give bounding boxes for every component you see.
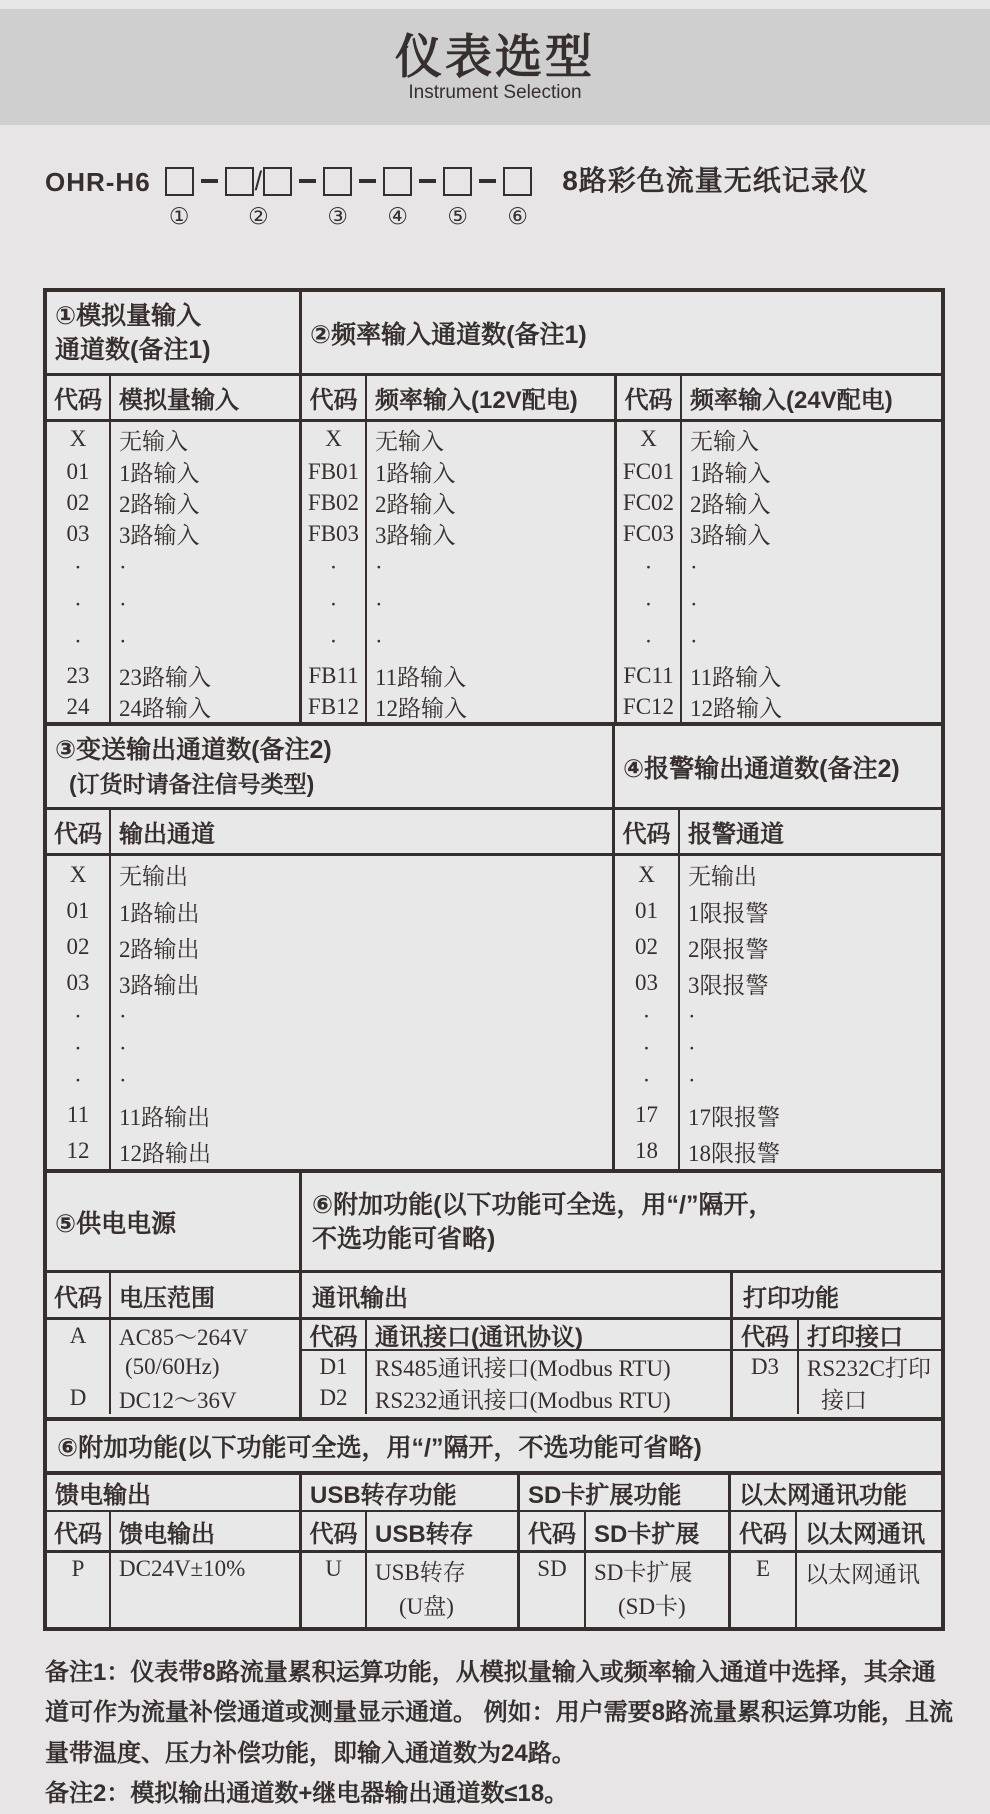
code-cell: FC11 [617, 660, 682, 691]
section5-data [47, 1550, 941, 1627]
code-cell: 02 [47, 487, 111, 518]
section1-left-title-line2: 通道数(备注1) [55, 335, 211, 364]
col-header: SD卡扩展 [586, 1512, 731, 1550]
section1-data [47, 422, 941, 722]
slot-number: ③ [327, 203, 348, 229]
product-name: 8路彩色流量无纸记录仪 [562, 165, 869, 196]
power-zone [47, 1320, 302, 1417]
desc-cell: 1路输入 [111, 456, 302, 487]
dot-cell: · [615, 1065, 680, 1097]
desc-cell: (50/60Hz) [125, 1353, 220, 1379]
code-cell: 02 [615, 929, 680, 965]
dot-cell: · [302, 623, 367, 660]
section3-header [47, 1169, 941, 1270]
model-slot-2 [225, 165, 293, 228]
desc-cell: 23路输入 [111, 660, 302, 691]
dot-cell: · [617, 623, 682, 660]
col-header: 代码 [302, 1320, 367, 1351]
section2-right-title: ④报警输出通道数(备注2) [623, 754, 900, 783]
desc-cell: 1路输入 [690, 461, 771, 486]
code-cell: FC01 [617, 456, 682, 487]
dot-cell: · [111, 1065, 615, 1097]
desc-cell: RS485通讯接口(Modbus RTU) [375, 1356, 671, 1381]
dot-cell: · [302, 549, 367, 586]
dot-cell: · [47, 1065, 111, 1097]
col-header: 以太网通讯 [805, 1520, 925, 1548]
dot-cell: · [47, 1001, 111, 1033]
desc-cell: 17限报警 [688, 1104, 780, 1130]
code-cell: 03 [615, 965, 680, 1001]
col-header: 打印接口 [799, 1320, 941, 1351]
desc-line: (U盘) [399, 1594, 454, 1619]
desc-cell: 以太网通讯 [805, 1562, 920, 1587]
desc-cell: 接口 [821, 1387, 867, 1413]
col-header: 代码 [617, 376, 682, 419]
code-cell: 12 [47, 1133, 111, 1169]
col-header: 通讯接口(通讯协议) [367, 1320, 730, 1351]
section2-left-title [47, 726, 615, 807]
dot-cell: · [367, 586, 617, 623]
code-cell: X [615, 856, 680, 893]
code-cell: D3 [733, 1351, 799, 1382]
col-header: 报警通道 [688, 821, 784, 848]
desc-cell: 3路输入 [111, 518, 302, 549]
section2-left-title-line1: ③变送输出通道数(备注2) [55, 735, 332, 764]
desc-cell [367, 1553, 520, 1627]
desc-cell: 3路输入 [367, 518, 617, 549]
desc-cell: 12路输出 [111, 1133, 615, 1169]
desc-cell: 11路输出 [111, 1097, 615, 1133]
code-cell: 01 [615, 893, 680, 929]
code-cell [733, 1382, 799, 1414]
col-header: 代码 [520, 1512, 586, 1550]
code-cell: D1 [302, 1351, 367, 1382]
desc-cell: 无输入 [367, 422, 617, 456]
desc-cell: 11路输入 [690, 665, 782, 690]
col-header: 频率输入(24V配电) [690, 387, 893, 414]
dot-cell: · [47, 586, 111, 623]
desc-cell: RS232C打印 [807, 1356, 931, 1381]
slot-box [383, 167, 412, 196]
page-title: 仪表选型 [395, 29, 595, 83]
group-header: 以太网通讯功能 [739, 1482, 907, 1509]
desc-cell: 1限报警 [688, 900, 769, 926]
code-cell: X [302, 422, 367, 456]
code-cell: D2 [302, 1382, 367, 1414]
col-header: 通讯输出 [302, 1273, 733, 1317]
dot-cell: · [111, 623, 302, 660]
dot-cell: · [111, 1033, 615, 1065]
dash-separator [419, 179, 436, 183]
section2-data [47, 856, 941, 1169]
col-header: 代码 [733, 1320, 799, 1351]
desc-cell: 无输入 [690, 428, 759, 454]
code-cell: P [47, 1553, 111, 1627]
code-cell: 17 [615, 1097, 680, 1133]
title-band [0, 9, 990, 125]
group-header: SD卡扩展功能 [520, 1475, 731, 1510]
col-header: 电压范围 [111, 1273, 302, 1317]
section3-data [47, 1317, 941, 1417]
section1-right-title: ②频率输入通道数(备注1) [310, 320, 587, 349]
slot-box [443, 167, 472, 196]
dot-cell: · [615, 1001, 680, 1033]
model-slot-1 [165, 165, 194, 228]
slot-number: ④ [387, 203, 408, 229]
desc-cell: 18限报警 [688, 1140, 780, 1166]
desc-cell: 1路输入 [367, 456, 617, 487]
note-1: 备注1：仪表带8路流量累积运算功能，从模拟量输入或频率输入通道中选择，其余通道可作为流量补偿通道或测量显示通道。 例如：用户需要8路流量累积运算功能，且流量带温度、压力补偿功能，即输入通道数为24路。 [45, 1659, 954, 1767]
dot-cell: · [47, 623, 111, 660]
desc-cell: 12路输入 [367, 691, 617, 722]
desc-cell: AC85～264V [119, 1325, 249, 1350]
dot-cell: · [690, 554, 698, 580]
code-cell: FB12 [302, 691, 367, 722]
desc-cell: 2路输入 [367, 487, 617, 518]
code-cell: 01 [47, 893, 111, 929]
dash-separator [201, 179, 218, 183]
dot-cell: · [688, 1004, 696, 1029]
section3-right-title-line2: 不选功能可省略) [312, 1224, 496, 1253]
note-2: 备注2：模拟输出通道数+继电器输出通道数≤18。 [45, 1779, 569, 1807]
desc-cell: 无输入 [111, 422, 302, 456]
dot-cell: · [47, 549, 111, 586]
code-cell: SD [520, 1553, 586, 1627]
desc-line: (SD卡) [618, 1594, 686, 1619]
desc-cell: 2路输入 [111, 487, 302, 518]
col-header: 代码 [47, 1512, 111, 1550]
section1-left-title-line1: ①模拟量输入 [55, 301, 202, 330]
col-header: 代码 [47, 1273, 111, 1317]
col-header: 馈电输出 [111, 1512, 302, 1550]
desc-cell: 2路输入 [690, 492, 771, 517]
slash-separator: / [254, 166, 263, 196]
desc-cell: 1路输出 [111, 893, 615, 929]
code-cell: FB11 [302, 660, 367, 691]
section3-right-title [302, 1173, 941, 1270]
comm-zone [302, 1320, 733, 1417]
slot-number: ⑥ [507, 203, 528, 229]
col-header: 代码 [47, 810, 111, 853]
page-subtitle: Instrument Selection [408, 81, 582, 103]
desc-line: USB转存 [375, 1560, 466, 1585]
code-cell: FB02 [302, 487, 367, 518]
code-cell: FC02 [617, 487, 682, 518]
model-code-line [45, 165, 990, 228]
slot-box [225, 167, 254, 196]
code-cell: D [47, 1382, 111, 1414]
dot-cell: · [690, 591, 698, 617]
code-cell: X [47, 422, 111, 456]
section3-right-title-line1: ⑥附加功能(以下功能可全选，用“/”隔开， [312, 1190, 774, 1219]
col-header: 代码 [302, 376, 367, 419]
dot-cell: · [111, 586, 302, 623]
code-cell: FC03 [617, 518, 682, 549]
slot-number: ① [168, 203, 190, 229]
code-cell: 02 [47, 929, 111, 965]
section2-column-headers [47, 807, 941, 856]
section3-sub-headers [47, 1270, 941, 1317]
code-cell: FB03 [302, 518, 367, 549]
section1-header [47, 292, 941, 373]
slot-number: ② [248, 203, 269, 229]
col-header: USB转存 [367, 1512, 520, 1550]
desc-cell [586, 1553, 731, 1627]
code-cell: A [47, 1320, 111, 1351]
dash-separator [359, 179, 376, 183]
code-cell: 23 [47, 660, 111, 691]
model-slot-6 [503, 165, 532, 228]
section2-header [47, 722, 941, 807]
dash-separator [479, 179, 496, 183]
dot-cell: · [617, 586, 682, 623]
desc-cell: 11路输入 [367, 660, 617, 691]
desc-cell: 3限报警 [688, 972, 769, 998]
code-cell: FB01 [302, 456, 367, 487]
dot-cell: · [688, 1036, 696, 1061]
desc-cell: 2限报警 [688, 936, 769, 962]
slot-box [165, 167, 194, 196]
code-cell: FC12 [617, 691, 682, 722]
section2-left-note: (订货时请备注信号类型) [69, 770, 315, 797]
code-cell: U [302, 1553, 367, 1627]
slot-number: ⑤ [447, 203, 468, 229]
desc-line: SD卡扩展 [594, 1560, 693, 1585]
section3-left-title: ⑤供电电源 [47, 1173, 302, 1270]
section4-title: ⑥附加功能(以下功能可全选，用“/”隔开，不选功能可省略) [47, 1417, 941, 1471]
slot-box [263, 167, 292, 196]
col-header: 代码 [731, 1512, 797, 1550]
group-header: 馈电输出 [47, 1475, 302, 1510]
dot-cell: · [615, 1033, 680, 1065]
dot-cell: · [690, 628, 698, 654]
col-header: 代码 [302, 1512, 367, 1550]
code-cell: X [47, 856, 111, 893]
footnotes [45, 1653, 957, 1814]
section5-group-headers [47, 1471, 941, 1510]
dot-cell: · [111, 549, 302, 586]
code-cell: 11 [47, 1097, 111, 1133]
selection-table [43, 288, 945, 1631]
model-prefix: OHR-H6 [45, 167, 151, 197]
dot-cell: · [111, 1001, 615, 1033]
desc-cell: 12路输入 [690, 696, 782, 721]
code-cell: 24 [47, 691, 111, 722]
col-header: 代码 [615, 810, 680, 853]
slot-box [323, 167, 352, 196]
model-slot-5 [443, 165, 472, 228]
dot-cell: · [302, 586, 367, 623]
col-header: 频率输入(12V配电) [367, 376, 617, 419]
section5-sub-headers [47, 1510, 941, 1550]
code-cell: 03 [47, 965, 111, 1001]
code-cell: 03 [47, 518, 111, 549]
slot-box [503, 167, 532, 196]
dot-cell: · [47, 1033, 111, 1065]
col-header: 输出通道 [111, 810, 615, 853]
desc-cell: 2路输出 [111, 929, 615, 965]
desc-cell: 3路输入 [690, 523, 771, 548]
desc-cell: 3路输出 [111, 965, 615, 1001]
desc-cell: 无输出 [111, 856, 615, 893]
desc-cell: 无输出 [688, 864, 757, 889]
section1-left-title [47, 292, 302, 373]
code-cell: E [731, 1553, 797, 1627]
dash-separator [299, 179, 316, 183]
desc-cell: RS232通讯接口(Modbus RTU) [375, 1387, 671, 1413]
code-cell: X [617, 422, 682, 456]
group-header: USB转存功能 [302, 1475, 520, 1510]
col-header: 打印功能 [743, 1284, 839, 1312]
code-cell: 18 [615, 1133, 680, 1169]
model-slot-4 [383, 165, 412, 228]
desc-cell: DC12～36V [119, 1387, 237, 1413]
dot-cell: · [617, 549, 682, 586]
dot-cell: · [688, 1068, 696, 1093]
section1-column-headers [47, 373, 941, 422]
desc-cell: 24路输入 [111, 691, 302, 722]
model-slot-3 [323, 165, 352, 228]
dot-cell: · [367, 549, 617, 586]
code-cell: 01 [47, 456, 111, 487]
desc-cell: DC24V±10% [111, 1553, 302, 1627]
col-header: 模拟量输入 [111, 376, 302, 419]
print-zone [733, 1320, 941, 1417]
dot-cell: · [367, 623, 617, 660]
code-cell [47, 1351, 111, 1382]
col-header: 代码 [47, 376, 111, 419]
